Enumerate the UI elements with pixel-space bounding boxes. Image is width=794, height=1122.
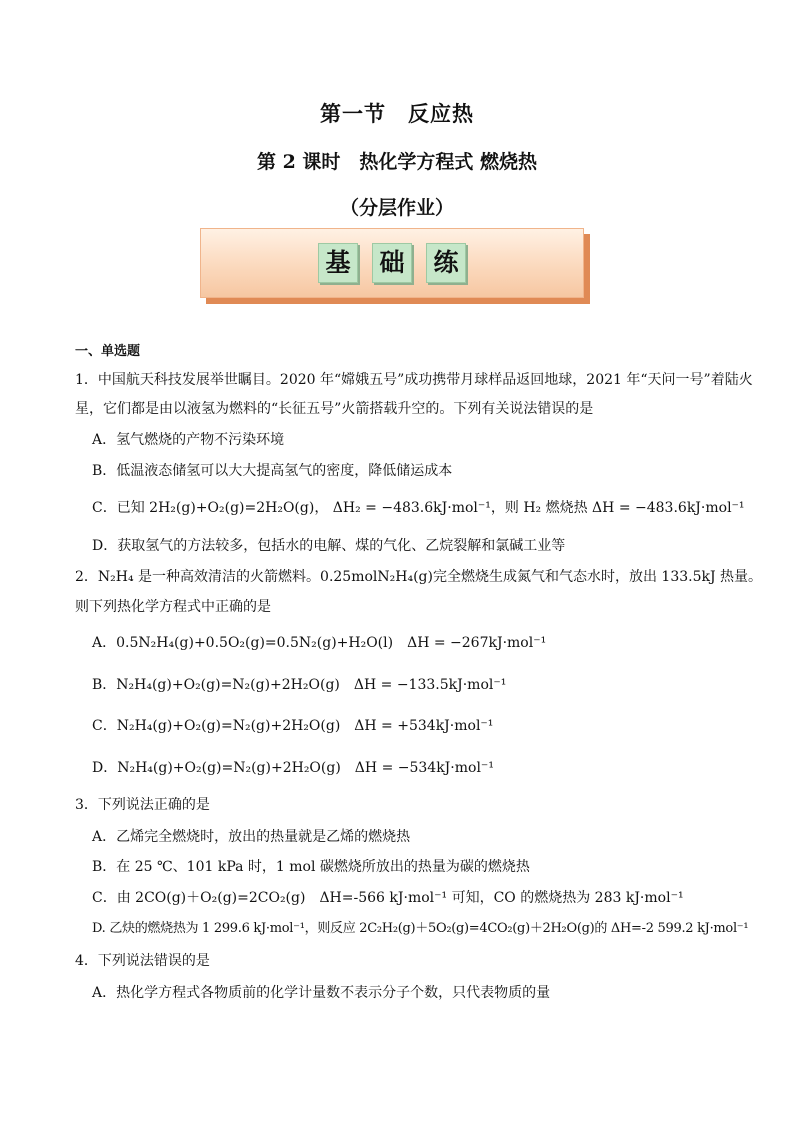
- q1-option-c-prefix: C．已知: [92, 500, 145, 516]
- q3-option-b: B．在 25 ℃、101 kPa 时，1 mol 碳燃烧所放出的热量为碳的燃烧热: [92, 859, 530, 875]
- q1-option-c-enthalpy: ΔH₂ = −483.6kJ·mol⁻¹，则 H₂ 燃烧热 ΔH = −483.6kJ·mol⁻¹: [332, 500, 745, 516]
- q1-stem-line1: 1．中国航天科技发展举世瞩目。2020 年“嫦娥五号”成功携带月球样品返回地球，2021 年“天问一号”着陆火: [75, 372, 753, 388]
- q2-option-c: C．N₂H₄(g)+O₂(g)=N₂(g)+2H₂O(g) ΔH = +534kJ·mol⁻¹: [92, 718, 494, 734]
- q2-stem-line2: 则下列热化学方程式中正确的是: [75, 599, 271, 615]
- q3-option-c: C．由 2CO(g)＋O₂(g)=2CO₂(g) ΔH=-566 kJ·mol⁻¹ 可知，CO 的燃烧热为 283 kJ·mol⁻¹: [92, 890, 684, 906]
- q1-option-a: A．氢气燃烧的产物不污染环境: [92, 432, 285, 448]
- q2-option-d: D．N₂H₄(g)+O₂(g)=N₂(g)+2H₂O(g) ΔH = −534kJ·mol⁻¹: [92, 760, 494, 776]
- q1-option-d: D．获取氢气的方法较多，包括水的电解、煤的气化、乙烷裂解和氯碱工业等: [92, 538, 566, 554]
- section-banner: [200, 228, 588, 301]
- q3-option-d: D. 乙炔的燃烧热为 1 299.6 kJ·mol⁻¹，则反应 2C₂H₂(g)＋5O₂(g)=4CO₂(g)＋2H₂O(g)的 ΔH=-2 599.2 kJ·mol⁻¹: [92, 921, 749, 936]
- page-title: 第一节 反应热: [320, 101, 474, 126]
- q4-stem: 4．下列说法错误的是: [75, 953, 210, 969]
- q2-stem-line1: 2．N₂H₄ 是一种高效清洁的火箭燃料。0.25molN₂H₄(g)完全燃烧生成氮气和气态水时，放出 133.5kJ 热量。: [75, 569, 763, 585]
- banner-chars: [200, 228, 584, 298]
- q3-option-a: A．乙烯完全燃烧时，放出的热量就是乙烯的燃烧热: [92, 829, 411, 845]
- q1-option-b: B．低温液态储氢可以大大提高氢气的密度，降低储运成本: [92, 463, 453, 479]
- banner-char-ji: 基: [318, 243, 358, 283]
- q2-option-a: A．0.5N₂H₄(g)+0.5O₂(g)=0.5N₂(g)+H₂O(l) ΔH = −267kJ·mol⁻¹: [92, 635, 547, 651]
- section-heading: 一、单选题: [75, 344, 141, 359]
- q1-option-c: [92, 498, 745, 518]
- banner-char-lian: 练: [426, 243, 466, 283]
- page-subtitle: 第 2 课时 热化学方程式 燃烧热: [256, 151, 538, 173]
- q1-stem-line2: 星，它们都是由以液氢为燃料的“长征五号”火箭搭载升空的。下列有关说法错误的是: [75, 401, 594, 417]
- q1-option-c-equation: 2H₂(g)+O₂(g)=2H₂O(g)，: [149, 500, 329, 516]
- banner-char-chu: 础: [372, 243, 412, 283]
- page-tag: （分层作业）: [339, 197, 454, 219]
- q2-option-b: B．N₂H₄(g)+O₂(g)=N₂(g)+2H₂O(g) ΔH = −133.5kJ·mol⁻¹: [92, 677, 507, 693]
- q3-stem: 3．下列说法正确的是: [75, 797, 210, 813]
- q4-option-a: A．热化学方程式各物质前的化学计量数不表示分子个数，只代表物质的量: [92, 985, 551, 1001]
